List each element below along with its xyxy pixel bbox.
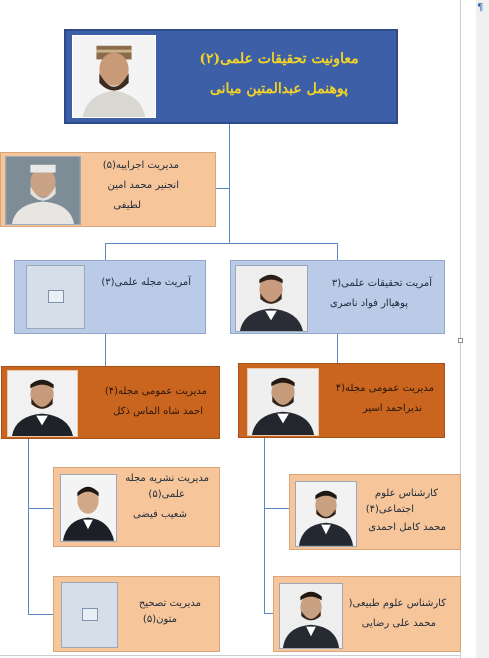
connector-level2-bar [105,243,338,244]
person-photo-icon [6,157,80,224]
person-photo-icon [280,584,342,648]
journal-manager-right-name: نذیراحمد اسیر [362,403,422,414]
research-directorate-name: پوهیاار فواد ناصری [329,298,408,309]
social-expert-node[interactable] [289,474,461,550]
social-expert-title-line2: اجتماعی(۴) [365,504,414,515]
paragraph-mark-icon[interactable]: ¶ [477,2,484,13]
connector-research-to-manager [337,334,338,366]
natural-expert-name: محمد علی رضایی [361,618,436,629]
top-node[interactable] [64,29,398,124]
image-placeholder-icon [82,608,98,621]
journal-directorate-node[interactable] [14,260,206,334]
person-photo-icon [73,36,155,117]
natural-expert-node[interactable] [273,576,461,652]
page-margin-line [460,0,461,658]
editing-manager-title-line2: متون(۵) [142,614,177,625]
editing-manager-photo-placeholder [61,582,118,648]
journal-manager-left-photo [7,370,78,437]
research-directorate-title: آمریت تحقیقات علمی(۳ [331,278,432,289]
research-directorate-photo [235,265,308,332]
connector-left-editing [28,614,53,615]
page-bottom-line [0,655,461,656]
journal-directorate-title: آمریت مجله علمی(۳) [101,277,191,288]
connector-right-social [264,508,289,509]
executive-node-title: مدیریت اجراییه(۵) [102,160,179,171]
natural-expert-photo [279,583,343,649]
journal-directorate-photo-placeholder [26,265,85,329]
publication-manager-photo [60,474,117,542]
executive-node-name-line1: انجنیر محمد امین [107,180,179,191]
connector-top-down [229,123,230,243]
social-expert-title-line1: کارشناس علوم [374,488,438,499]
journal-manager-right-node[interactable] [238,363,445,438]
scrollbar-track[interactable] [476,0,489,658]
connector-right-vertical [264,438,265,614]
person-photo-icon [61,475,116,541]
connector-journal-drop [105,243,106,261]
journal-manager-left-title: مدیریت عمومی مجله(۴) [104,386,207,397]
natural-expert-title: کارشناس علوم طبیعی( [348,598,446,609]
social-expert-photo [295,481,357,547]
executive-node-name-line2: لطیفی [113,200,141,211]
person-photo-icon [296,482,356,546]
person-photo-icon [248,369,318,435]
connector-left-publication [28,508,53,509]
research-directorate-node[interactable] [230,260,445,334]
connector-research-drop [337,243,338,261]
social-expert-name: محمد کامل احمدی [368,522,446,533]
person-photo-icon [8,371,77,436]
publication-manager-title-line1: مدیریت نشریه مجله [125,473,209,484]
publication-manager-node[interactable] [53,467,220,547]
layout-handle-icon[interactable] [458,338,463,343]
editing-manager-title-line1: مدیریت تصحیح [138,598,201,609]
top-node-name: پوهنمل عبدالمتین میانی [209,81,349,97]
publication-manager-title-line2: علمی(۵) [148,489,185,500]
top-node-photo [72,35,156,118]
connector-top-executive [215,188,230,189]
image-placeholder-icon [48,290,64,303]
executive-node[interactable] [0,152,216,227]
journal-manager-left-name: احمد شاه الماس ذکل [113,406,203,417]
journal-manager-right-photo [247,368,319,436]
connector-journal-to-manager [105,334,106,366]
person-photo-icon [236,266,307,331]
top-node-title: معاونیت تحقیقات علمی(۲) [199,51,359,67]
publication-manager-name: شعیب فیضی [132,509,187,520]
journal-manager-left-node[interactable] [1,366,220,439]
journal-manager-right-title: مدیریت عمومی مجله(۴ [335,383,434,394]
editing-manager-node[interactable] [53,576,220,652]
executive-node-photo [5,156,81,225]
connector-left-vertical [28,438,29,615]
